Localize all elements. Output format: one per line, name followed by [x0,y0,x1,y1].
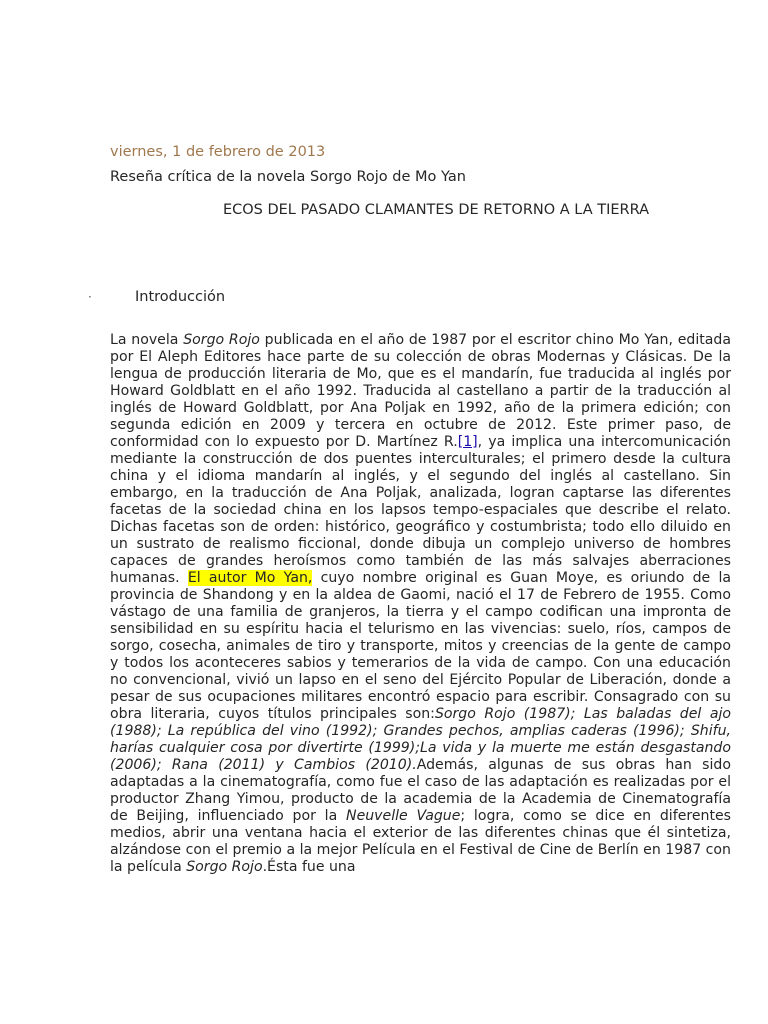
post-subtitle: ECOS DEL PASADO CLAMANTES DE RETORNO A LA TIERRA [222,202,650,218]
body-paragraph [110,332,731,876]
body-segment: Además, algunas de sus obras han sido adaptadas a la cinematografía, como fue el caso de las adaptación es realizadas por el productor Zhang Yimou, producto de la academia de la Academia de Cinematografía de Beijing, influenciado por la [110,757,731,824]
italic-term: Neuvelle Vague [346,808,461,824]
italic-title: Sorgo Rojo [186,859,263,875]
body-segment: publicada en el año de 1987 por el escritor chino Mo Yan, editada por El Aleph Editores hace parte de su colección de obras Modernas y Clásicas. De la lengua de producción literaria de Mo, que es el mandarín, fue traducida al inglés por Howard Goldblatt en el año 1992. Traducida al castellano a partir de la traducción al inglés de Howard Goldblatt, por Ana Poljak en 1992, año de la primera edición; con segunda edición en 2009 y tercera en octubre de 2012. Este primer paso, de conformidad con lo expuesto por D. Martínez R. [110,332,731,450]
section-heading [88,289,225,305]
italic-works-list: Sorgo Rojo (1987); Las baladas del ajo (1988); La república del vino (1992); Grandes pechos, amplias caderas (1996); Shifu, harías cualquier cosa por divertirte (1999);La vida y la muerte me están desgastando (2006); Rana (2011) y Cambios (2010). [110,706,731,773]
post-title: Reseña crítica de la novela Sorgo Rojo de Mo Yan [110,169,466,185]
post-date: viernes, 1 de febrero de 2013 [110,144,326,160]
bullet-icon: · [88,290,92,304]
body-segment: ; logra, como se dice en diferentes medios, abrir una ventana hacia el exterior de las diferentes chinas que él sintetiza, alzándose con el premio a la mejor Película en el Festival de Cine de Berlín en 1987 con la película [110,808,731,875]
section-heading-label: Introducción [135,289,226,305]
italic-title: Sorgo Rojo [183,332,260,348]
body-segment: .Ésta fue una [262,859,356,875]
footnote-link[interactable]: [1] [457,434,478,450]
body-segment: , ya implica una intercomunicación mediante la construcción de dos puentes interculturales; el primero desde la cultura china y el idioma mandarín al inglés, y el segundo del inglés al castellano. Sin embargo, en la traducción de Ana Poljak, analizada, logran captarse las diferentes facetas de la sociedad china en los lapsos tempo-espaciales que describe el relato. Dichas facetas son de orden: histórico, geográfico y costumbrista; todo ello diluido en un sustrato de realismo ficcional, donde dibuja un complejo universo de hombres capaces de grandes heroísmos como también de las más salvajes aberraciones humanas. [110,434,731,586]
highlighted-text: El autor Mo Yan, [187,570,313,586]
body-segment: cuyo nombre original es Guan Moye, es oriundo de la provincia de Shandong y en la aldea de Gaomi, nació el 17 de Febrero de 1955. Como vástago de una familia de granjeros, la tierra y el campo codifican una impronta de sensibilidad en su espíritu hacia el telurismo en las vivencias: suelo, ríos, campos de sorgo, cosecha, animales de tiro y transporte, mitos y creencias de la gente de campo y todos los aconteceres sabios y temerarios de la vida de campo. Con una educación no convencional, vivió un lapso en el seno del Ejército Popular de Liberación, donde a pesar de sus ocupaciones militares encontró espacio para escribir. Consagrado con su obra literaria, cuyos títulos principales son: [110,570,732,722]
body-segment: La novela [110,332,184,348]
